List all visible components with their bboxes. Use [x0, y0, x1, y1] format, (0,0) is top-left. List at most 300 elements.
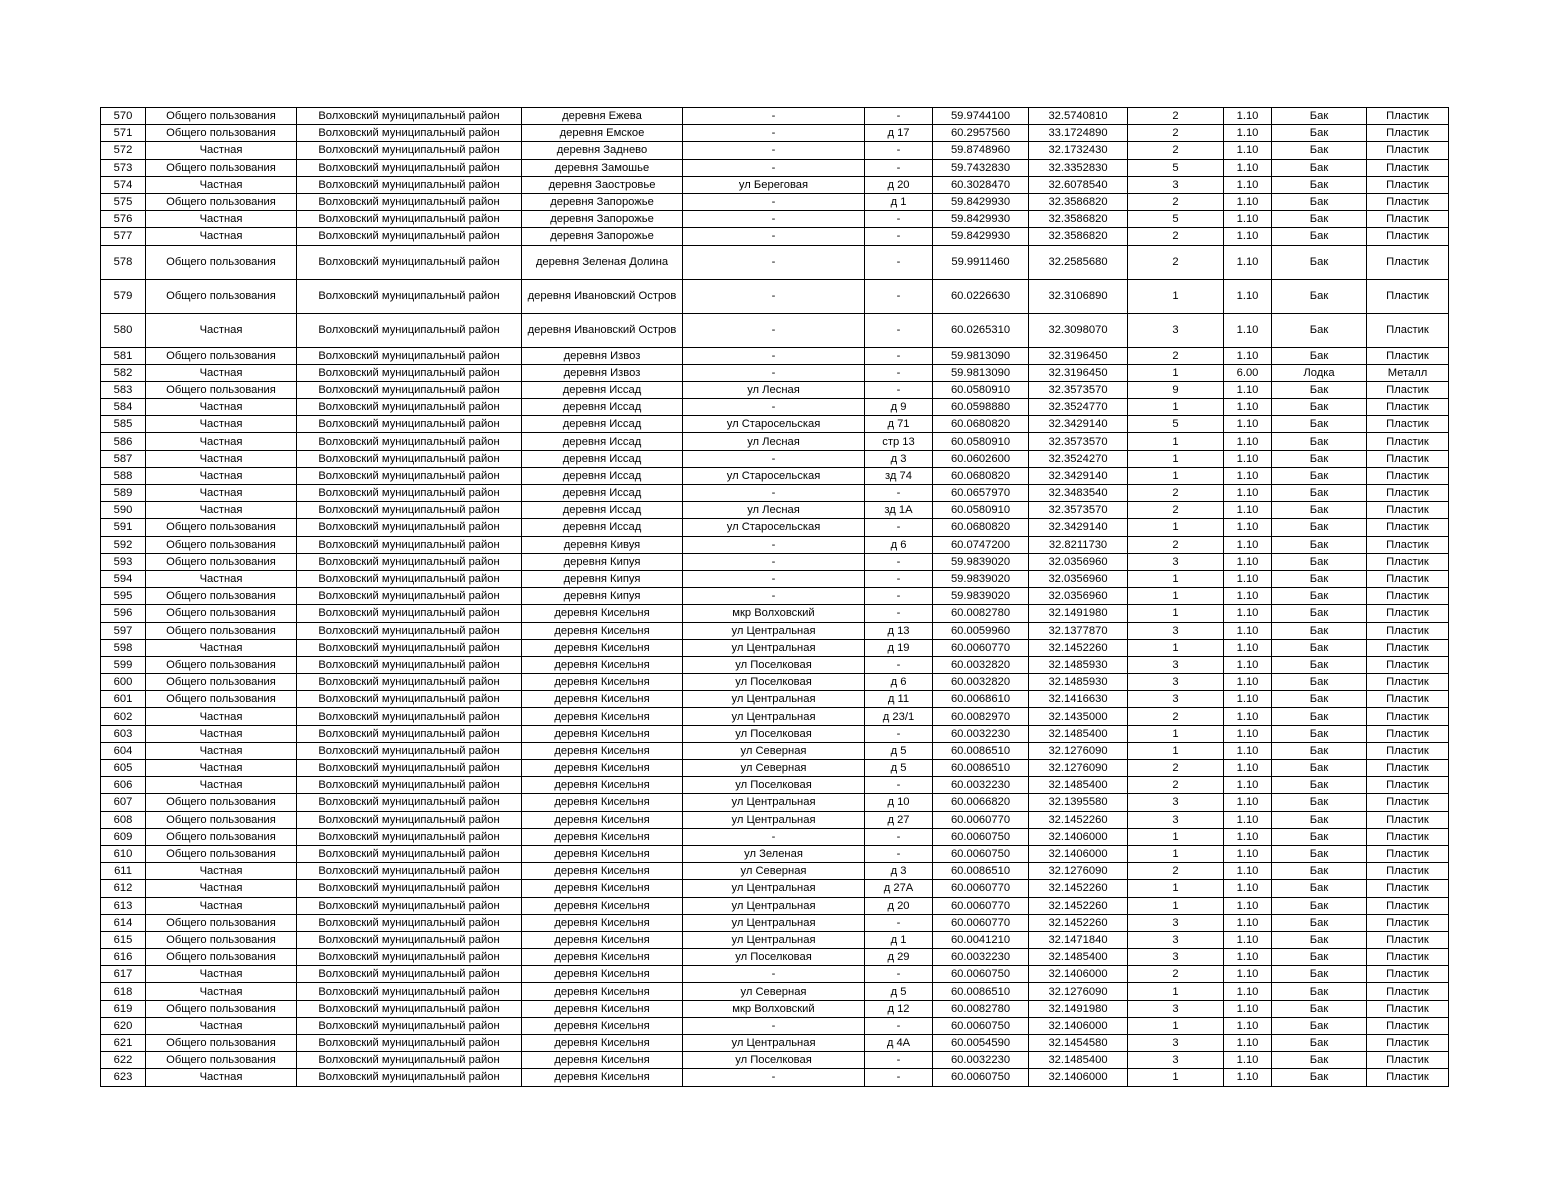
cell-container-material: Пластик — [1367, 108, 1449, 125]
cell-container-count: 2 — [1128, 502, 1224, 519]
cell-street: - — [683, 108, 865, 125]
cell-container-material: Пластик — [1367, 279, 1449, 313]
cell-building: д 1 — [865, 193, 933, 210]
cell-municipal-district: Волховский муниципальный район — [297, 228, 522, 245]
cell-latitude: 60.0680820 — [933, 416, 1029, 433]
cell-container-volume: 1.10 — [1224, 983, 1272, 1000]
cell-settlement: деревня Кисельня — [522, 914, 683, 931]
table-row — [101, 519, 1449, 536]
cell-settlement: деревня Заднево — [522, 142, 683, 159]
cell-street: ул Старосельская — [683, 519, 865, 536]
table-row — [101, 605, 1449, 622]
cell-container-volume: 1.10 — [1224, 142, 1272, 159]
cell-street: - — [683, 211, 865, 228]
table-row — [101, 125, 1449, 142]
cell-container-count: 2 — [1128, 536, 1224, 553]
cell-container-count: 1 — [1128, 519, 1224, 536]
cell-settlement: деревня Кисельня — [522, 828, 683, 845]
cell-settlement: деревня Извоз — [522, 347, 683, 364]
table-row — [101, 433, 1449, 450]
cell-longitude: 32.1416630 — [1029, 691, 1128, 708]
cell-street: ул Лесная — [683, 502, 865, 519]
cell-container-material: Пластик — [1367, 725, 1449, 742]
cell-container-type: Бак — [1272, 1017, 1367, 1034]
cell-container-type: Бак — [1272, 588, 1367, 605]
cell-row-number: 572 — [101, 142, 146, 159]
cell-container-type: Бак — [1272, 1052, 1367, 1069]
cell-container-type: Бак — [1272, 228, 1367, 245]
cell-container-type: Бак — [1272, 845, 1367, 862]
cell-container-count: 3 — [1128, 1000, 1224, 1017]
cell-latitude: 59.8429930 — [933, 211, 1029, 228]
cell-container-material: Пластик — [1367, 777, 1449, 794]
cell-ownership-type: Общего пользования — [146, 845, 297, 862]
cell-container-type: Бак — [1272, 777, 1367, 794]
cell-municipal-district: Волховский муниципальный район — [297, 399, 522, 416]
cell-row-number: 583 — [101, 381, 146, 398]
cell-building: д 5 — [865, 760, 933, 777]
registry-table — [100, 107, 1449, 1087]
cell-building: - — [865, 845, 933, 862]
cell-settlement: деревня Кисельня — [522, 691, 683, 708]
cell-longitude: 32.0356960 — [1029, 570, 1128, 587]
cell-settlement: деревня Кисельня — [522, 880, 683, 897]
cell-settlement: деревня Иссад — [522, 485, 683, 502]
cell-longitude: 32.3429140 — [1029, 519, 1128, 536]
cell-ownership-type: Общего пользования — [146, 536, 297, 553]
cell-settlement: деревня Ежева — [522, 108, 683, 125]
cell-ownership-type: Общего пользования — [146, 193, 297, 210]
cell-municipal-district: Волховский муниципальный район — [297, 1000, 522, 1017]
cell-container-material: Пластик — [1367, 931, 1449, 948]
cell-row-number: 575 — [101, 193, 146, 210]
cell-container-count: 2 — [1128, 485, 1224, 502]
cell-row-number: 603 — [101, 725, 146, 742]
cell-container-volume: 1.10 — [1224, 777, 1272, 794]
cell-row-number: 570 — [101, 108, 146, 125]
table-row — [101, 159, 1449, 176]
cell-row-number: 573 — [101, 159, 146, 176]
cell-container-count: 5 — [1128, 416, 1224, 433]
cell-container-type: Бак — [1272, 880, 1367, 897]
cell-building: - — [865, 1017, 933, 1034]
cell-row-number: 623 — [101, 1069, 146, 1086]
cell-container-type: Бак — [1272, 176, 1367, 193]
cell-ownership-type: Частная — [146, 176, 297, 193]
cell-longitude: 32.1452260 — [1029, 897, 1128, 914]
cell-container-material: Пластик — [1367, 228, 1449, 245]
cell-row-number: 622 — [101, 1052, 146, 1069]
cell-latitude: 60.0082970 — [933, 708, 1029, 725]
cell-municipal-district: Волховский муниципальный район — [297, 467, 522, 484]
cell-container-count: 1 — [1128, 1069, 1224, 1086]
cell-settlement: деревня Кисельня — [522, 742, 683, 759]
cell-container-count: 3 — [1128, 1035, 1224, 1052]
cell-container-count: 2 — [1128, 108, 1224, 125]
cell-container-volume: 1.10 — [1224, 760, 1272, 777]
cell-row-number: 604 — [101, 742, 146, 759]
cell-ownership-type: Частная — [146, 364, 297, 381]
cell-row-number: 610 — [101, 845, 146, 862]
cell-container-material: Пластик — [1367, 553, 1449, 570]
cell-latitude: 60.0086510 — [933, 760, 1029, 777]
cell-ownership-type: Общего пользования — [146, 588, 297, 605]
cell-container-count: 1 — [1128, 845, 1224, 862]
registry-table-body — [101, 108, 1449, 1087]
cell-row-number: 596 — [101, 605, 146, 622]
cell-container-material: Пластик — [1367, 966, 1449, 983]
cell-municipal-district: Волховский муниципальный район — [297, 450, 522, 467]
cell-building: д 6 — [865, 674, 933, 691]
cell-longitude: 32.3524770 — [1029, 399, 1128, 416]
cell-building: д 13 — [865, 622, 933, 639]
cell-container-count: 1 — [1128, 880, 1224, 897]
cell-street: - — [683, 228, 865, 245]
cell-municipal-district: Волховский муниципальный район — [297, 794, 522, 811]
cell-building: д 29 — [865, 949, 933, 966]
cell-container-volume: 1.10 — [1224, 966, 1272, 983]
cell-container-type: Бак — [1272, 108, 1367, 125]
cell-container-material: Пластик — [1367, 176, 1449, 193]
cell-container-material: Пластик — [1367, 605, 1449, 622]
cell-street: ул Поселковая — [683, 674, 865, 691]
cell-municipal-district: Волховский муниципальный район — [297, 313, 522, 347]
cell-container-material: Пластик — [1367, 1035, 1449, 1052]
table-row — [101, 949, 1449, 966]
cell-longitude: 32.1485400 — [1029, 1052, 1128, 1069]
cell-container-count: 2 — [1128, 228, 1224, 245]
cell-container-count: 3 — [1128, 931, 1224, 948]
cell-container-volume: 1.10 — [1224, 742, 1272, 759]
cell-container-type: Бак — [1272, 279, 1367, 313]
cell-container-volume: 1.10 — [1224, 536, 1272, 553]
cell-settlement: деревня Кисельня — [522, 1052, 683, 1069]
table-row — [101, 777, 1449, 794]
table-row — [101, 313, 1449, 347]
cell-ownership-type: Частная — [146, 708, 297, 725]
cell-container-material: Пластик — [1367, 536, 1449, 553]
cell-row-number: 620 — [101, 1017, 146, 1034]
cell-container-count: 2 — [1128, 708, 1224, 725]
cell-container-material: Пластик — [1367, 674, 1449, 691]
cell-container-type: Бак — [1272, 519, 1367, 536]
cell-street: ул Поселковая — [683, 949, 865, 966]
cell-row-number: 581 — [101, 347, 146, 364]
cell-longitude: 32.3524270 — [1029, 450, 1128, 467]
cell-municipal-district: Волховский муниципальный район — [297, 142, 522, 159]
cell-ownership-type: Общего пользования — [146, 691, 297, 708]
table-row — [101, 193, 1449, 210]
cell-latitude: 60.2957560 — [933, 125, 1029, 142]
cell-latitude: 60.0082780 — [933, 1000, 1029, 1017]
cell-row-number: 589 — [101, 485, 146, 502]
cell-settlement: деревня Кисельня — [522, 777, 683, 794]
cell-container-material: Пластик — [1367, 1000, 1449, 1017]
cell-longitude: 32.5740810 — [1029, 108, 1128, 125]
cell-container-volume: 1.10 — [1224, 1035, 1272, 1052]
cell-container-material: Пластик — [1367, 897, 1449, 914]
table-row — [101, 931, 1449, 948]
cell-street: - — [683, 1017, 865, 1034]
cell-settlement: деревня Извоз — [522, 364, 683, 381]
cell-latitude: 59.9839020 — [933, 553, 1029, 570]
cell-longitude: 32.3196450 — [1029, 364, 1128, 381]
cell-row-number: 591 — [101, 519, 146, 536]
table-row — [101, 364, 1449, 381]
cell-container-type: Бак — [1272, 245, 1367, 279]
cell-container-count: 3 — [1128, 1052, 1224, 1069]
cell-street: - — [683, 450, 865, 467]
cell-municipal-district: Волховский муниципальный район — [297, 777, 522, 794]
cell-municipal-district: Волховский муниципальный район — [297, 914, 522, 931]
cell-ownership-type: Общего пользования — [146, 656, 297, 673]
cell-municipal-district: Волховский муниципальный район — [297, 211, 522, 228]
cell-container-type: Бак — [1272, 983, 1367, 1000]
cell-container-type: Бак — [1272, 656, 1367, 673]
cell-container-volume: 1.10 — [1224, 399, 1272, 416]
cell-ownership-type: Частная — [146, 142, 297, 159]
cell-street: - — [683, 142, 865, 159]
cell-row-number: 599 — [101, 656, 146, 673]
cell-latitude: 60.0060770 — [933, 914, 1029, 931]
cell-street: ул Зеленая — [683, 845, 865, 862]
cell-longitude: 32.1395580 — [1029, 794, 1128, 811]
cell-container-type: Бак — [1272, 142, 1367, 159]
cell-longitude: 32.3483540 — [1029, 485, 1128, 502]
cell-container-volume: 1.10 — [1224, 467, 1272, 484]
cell-container-count: 1 — [1128, 897, 1224, 914]
cell-longitude: 32.1485930 — [1029, 656, 1128, 673]
cell-container-type: Бак — [1272, 931, 1367, 948]
cell-container-count: 1 — [1128, 399, 1224, 416]
cell-municipal-district: Волховский муниципальный район — [297, 193, 522, 210]
cell-longitude: 32.1471840 — [1029, 931, 1128, 948]
cell-settlement: деревня Кисельня — [522, 760, 683, 777]
cell-longitude: 32.1485930 — [1029, 674, 1128, 691]
cell-container-type: Бак — [1272, 467, 1367, 484]
cell-latitude: 60.0580910 — [933, 502, 1029, 519]
cell-row-number: 600 — [101, 674, 146, 691]
cell-building: д 23/1 — [865, 708, 933, 725]
cell-container-material: Пластик — [1367, 880, 1449, 897]
table-row — [101, 108, 1449, 125]
cell-settlement: деревня Кисельня — [522, 1017, 683, 1034]
cell-container-type: Бак — [1272, 949, 1367, 966]
cell-ownership-type: Общего пользования — [146, 108, 297, 125]
cell-latitude: 60.0747200 — [933, 536, 1029, 553]
cell-building: - — [865, 279, 933, 313]
cell-longitude: 32.1377870 — [1029, 622, 1128, 639]
cell-building: д 3 — [865, 450, 933, 467]
cell-container-type: Бак — [1272, 450, 1367, 467]
cell-container-count: 5 — [1128, 159, 1224, 176]
cell-container-volume: 1.10 — [1224, 176, 1272, 193]
cell-building: - — [865, 828, 933, 845]
cell-container-volume: 1.10 — [1224, 416, 1272, 433]
cell-building: д 4А — [865, 1035, 933, 1052]
cell-container-count: 2 — [1128, 347, 1224, 364]
cell-municipal-district: Волховский муниципальный район — [297, 949, 522, 966]
cell-settlement: деревня Кисельня — [522, 639, 683, 656]
cell-container-count: 3 — [1128, 553, 1224, 570]
cell-building: д 6 — [865, 536, 933, 553]
cell-street: - — [683, 125, 865, 142]
cell-latitude: 60.0060770 — [933, 880, 1029, 897]
table-row — [101, 485, 1449, 502]
cell-longitude: 32.1406000 — [1029, 845, 1128, 862]
table-row — [101, 897, 1449, 914]
cell-row-number: 576 — [101, 211, 146, 228]
cell-latitude: 59.9911460 — [933, 245, 1029, 279]
cell-ownership-type: Частная — [146, 433, 297, 450]
table-row — [101, 966, 1449, 983]
cell-settlement: деревня Запорожье — [522, 193, 683, 210]
cell-container-material: Пластик — [1367, 313, 1449, 347]
cell-longitude: 32.1454580 — [1029, 1035, 1128, 1052]
cell-settlement: деревня Кипуя — [522, 570, 683, 587]
cell-ownership-type: Частная — [146, 416, 297, 433]
cell-municipal-district: Волховский муниципальный район — [297, 485, 522, 502]
cell-container-count: 2 — [1128, 245, 1224, 279]
cell-container-volume: 1.10 — [1224, 519, 1272, 536]
cell-building: - — [865, 777, 933, 794]
cell-building: - — [865, 364, 933, 381]
cell-ownership-type: Общего пользования — [146, 159, 297, 176]
cell-municipal-district: Волховский муниципальный район — [297, 656, 522, 673]
cell-street: - — [683, 347, 865, 364]
table-row — [101, 914, 1449, 931]
cell-row-number: 601 — [101, 691, 146, 708]
cell-ownership-type: Частная — [146, 639, 297, 656]
cell-settlement: деревня Кисельня — [522, 949, 683, 966]
cell-latitude: 60.0580910 — [933, 433, 1029, 450]
cell-ownership-type: Общего пользования — [146, 125, 297, 142]
table-row — [101, 656, 1449, 673]
cell-building: д 19 — [865, 639, 933, 656]
cell-municipal-district: Волховский муниципальный район — [297, 1035, 522, 1052]
table-row — [101, 880, 1449, 897]
cell-latitude: 60.0032230 — [933, 777, 1029, 794]
cell-container-material: Пластик — [1367, 742, 1449, 759]
cell-building: - — [865, 245, 933, 279]
cell-container-volume: 1.10 — [1224, 691, 1272, 708]
cell-row-number: 571 — [101, 125, 146, 142]
cell-container-count: 1 — [1128, 1017, 1224, 1034]
cell-container-material: Пластик — [1367, 760, 1449, 777]
cell-latitude: 60.3028470 — [933, 176, 1029, 193]
cell-latitude: 60.0041210 — [933, 931, 1029, 948]
cell-container-type: Бак — [1272, 674, 1367, 691]
cell-container-material: Пластик — [1367, 1052, 1449, 1069]
cell-longitude: 32.1485400 — [1029, 725, 1128, 742]
cell-longitude: 32.6078540 — [1029, 176, 1128, 193]
cell-container-count: 3 — [1128, 622, 1224, 639]
cell-container-type: Бак — [1272, 1069, 1367, 1086]
cell-ownership-type: Частная — [146, 777, 297, 794]
cell-municipal-district: Волховский муниципальный район — [297, 966, 522, 983]
cell-settlement: деревня Кисельня — [522, 1069, 683, 1086]
cell-settlement: деревня Кисельня — [522, 656, 683, 673]
table-row — [101, 983, 1449, 1000]
cell-container-volume: 6.00 — [1224, 364, 1272, 381]
cell-container-volume: 1.10 — [1224, 863, 1272, 880]
cell-municipal-district: Волховский муниципальный район — [297, 897, 522, 914]
cell-building: д 9 — [865, 399, 933, 416]
cell-street: ул Центральная — [683, 897, 865, 914]
cell-building: д 12 — [865, 1000, 933, 1017]
cell-row-number: 579 — [101, 279, 146, 313]
cell-container-count: 1 — [1128, 364, 1224, 381]
cell-municipal-district: Волховский муниципальный район — [297, 570, 522, 587]
cell-container-material: Пластик — [1367, 708, 1449, 725]
table-row — [101, 1035, 1449, 1052]
cell-longitude: 32.1406000 — [1029, 1069, 1128, 1086]
cell-container-type: Бак — [1272, 125, 1367, 142]
cell-container-volume: 1.10 — [1224, 1069, 1272, 1086]
cell-latitude: 59.8748960 — [933, 142, 1029, 159]
cell-street: ул Центральная — [683, 914, 865, 931]
cell-longitude: 32.3106890 — [1029, 279, 1128, 313]
cell-street: ул Старосельская — [683, 467, 865, 484]
cell-container-type: Бак — [1272, 1035, 1367, 1052]
cell-row-number: 586 — [101, 433, 146, 450]
cell-container-material: Пластик — [1367, 845, 1449, 862]
cell-longitude: 32.3573570 — [1029, 433, 1128, 450]
cell-container-count: 2 — [1128, 863, 1224, 880]
cell-container-count: 1 — [1128, 588, 1224, 605]
cell-street: ул Центральная — [683, 794, 865, 811]
cell-latitude: 60.0580910 — [933, 381, 1029, 398]
cell-container-volume: 1.10 — [1224, 245, 1272, 279]
table-row — [101, 347, 1449, 364]
cell-container-type: Бак — [1272, 211, 1367, 228]
cell-container-volume: 1.10 — [1224, 588, 1272, 605]
cell-row-number: 609 — [101, 828, 146, 845]
cell-building: - — [865, 1069, 933, 1086]
cell-municipal-district: Волховский муниципальный район — [297, 708, 522, 725]
cell-row-number: 593 — [101, 553, 146, 570]
cell-street: ул Поселковая — [683, 725, 865, 742]
table-row — [101, 211, 1449, 228]
cell-street: ул Северная — [683, 760, 865, 777]
cell-container-volume: 1.10 — [1224, 605, 1272, 622]
cell-longitude: 32.1452260 — [1029, 639, 1128, 656]
cell-street: - — [683, 570, 865, 587]
cell-container-material: Пластик — [1367, 142, 1449, 159]
cell-settlement: деревня Ивановский Остров — [522, 279, 683, 313]
cell-container-type: Лодка — [1272, 364, 1367, 381]
cell-settlement: деревня Кисельня — [522, 725, 683, 742]
cell-ownership-type: Частная — [146, 725, 297, 742]
cell-ownership-type: Общего пользования — [146, 279, 297, 313]
cell-street: - — [683, 159, 865, 176]
cell-latitude: 60.0032820 — [933, 656, 1029, 673]
cell-longitude: 32.3586820 — [1029, 193, 1128, 210]
cell-container-count: 1 — [1128, 433, 1224, 450]
cell-container-volume: 1.10 — [1224, 125, 1272, 142]
cell-container-volume: 1.10 — [1224, 811, 1272, 828]
cell-longitude: 32.1485400 — [1029, 949, 1128, 966]
cell-settlement: деревня Иссад — [522, 467, 683, 484]
cell-longitude: 32.3573570 — [1029, 381, 1128, 398]
cell-container-type: Бак — [1272, 708, 1367, 725]
cell-container-material: Пластик — [1367, 502, 1449, 519]
cell-container-volume: 1.10 — [1224, 656, 1272, 673]
cell-municipal-district: Волховский муниципальный район — [297, 159, 522, 176]
cell-container-volume: 1.10 — [1224, 485, 1272, 502]
cell-container-volume: 1.10 — [1224, 433, 1272, 450]
cell-building: - — [865, 725, 933, 742]
